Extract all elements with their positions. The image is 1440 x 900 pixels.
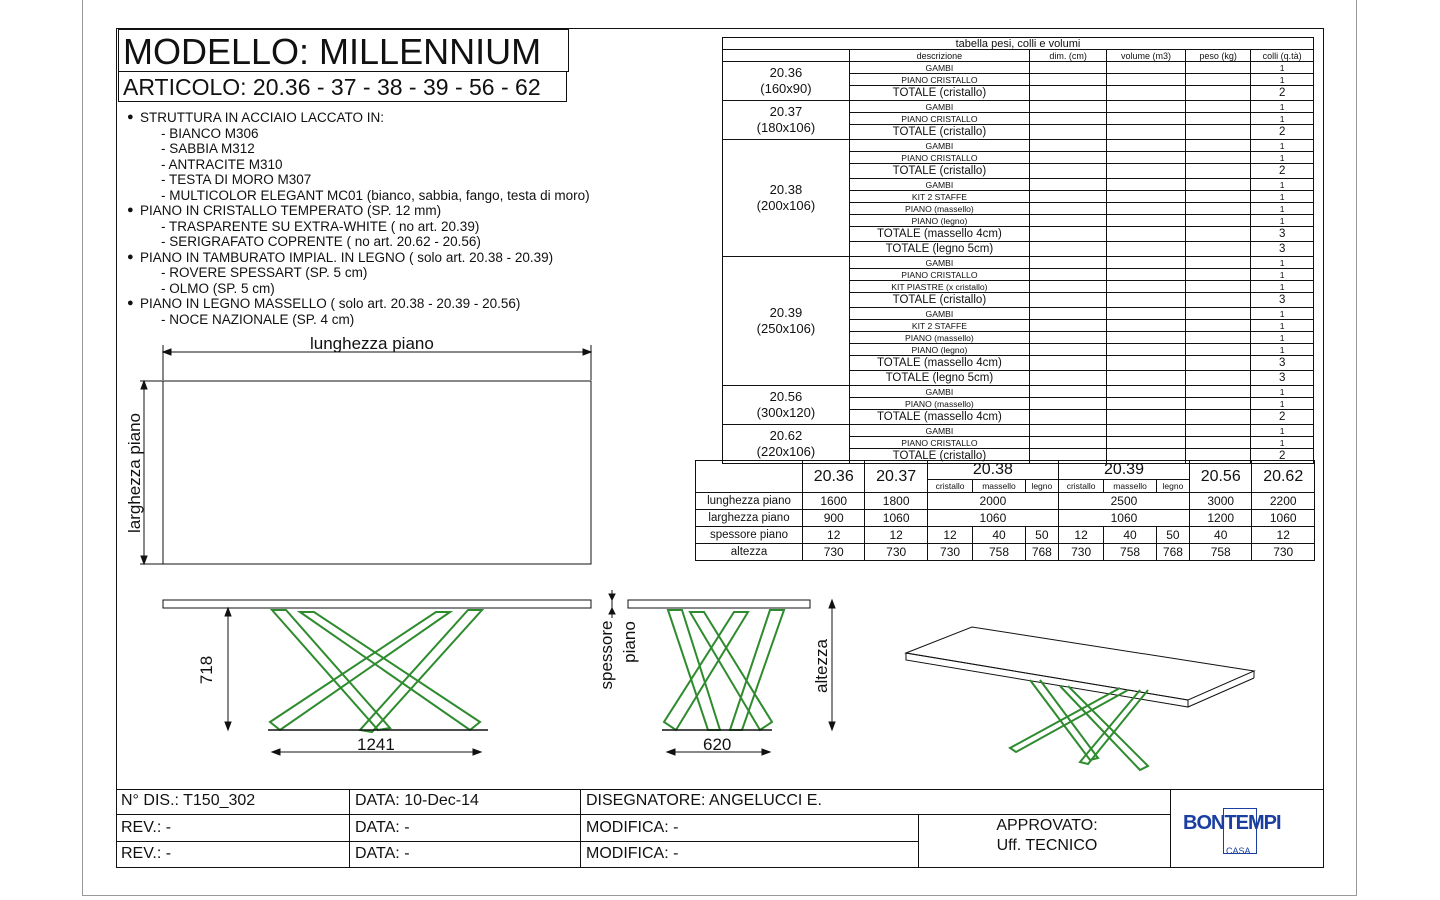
bullet-icon: ●: [127, 250, 134, 263]
description-cell: GAMBI: [849, 179, 1029, 191]
colli-cell: 1: [1251, 425, 1314, 437]
spec-item: - NOCE NAZIONALE (SP. 4 cm): [161, 311, 355, 327]
dims-row: [696, 544, 1315, 561]
code-header: 20.62: [1252, 461, 1315, 493]
weights-row: [723, 62, 1314, 74]
width-label: larghezza piano: [125, 412, 144, 534]
colli-cell: 3: [1251, 356, 1314, 371]
weights-header: colli (q.tà): [1251, 50, 1314, 62]
modification-2: MODIFICA: -: [586, 845, 679, 862]
dims-cell: 12: [803, 527, 865, 544]
drawing-number: N° DIS.: T150_302: [121, 792, 256, 809]
description-cell: PIANO (massello): [849, 203, 1029, 215]
dims-cell: 1600: [803, 493, 865, 510]
spec-item: - TESTA DI MORO M307: [161, 172, 312, 187]
dims-cell: 1060: [927, 510, 1058, 527]
material-subheader: legno: [1025, 480, 1058, 493]
spec-item: - SERIGRAFATO COPRENTE ( no art. 20.62 - 20.56): [161, 234, 481, 249]
dims-cell: 3000: [1190, 493, 1252, 510]
dims-cell: 2500: [1058, 493, 1189, 510]
description-cell: GAMBI: [849, 425, 1029, 437]
bullet-icon: ●: [127, 297, 134, 309]
colli-cell: 1: [1251, 152, 1314, 164]
height-label: altezza: [812, 639, 831, 693]
colli-cell: 1: [1251, 113, 1314, 125]
description-cell: PIANO (massello): [849, 332, 1029, 344]
dims-row: [696, 527, 1315, 544]
dims-cell: 1060: [1058, 510, 1189, 527]
dims-row: [696, 510, 1315, 527]
weights-header: volume (m3): [1107, 50, 1186, 62]
code-header: 20.37: [865, 461, 927, 493]
colli-cell: 1: [1251, 74, 1314, 86]
weights-row: [723, 425, 1314, 437]
material-subheader: cristallo: [1058, 480, 1103, 493]
description-cell: TOTALE (cristallo): [849, 293, 1029, 308]
revision-1: REV.: -: [121, 819, 172, 836]
colli-cell: 1: [1251, 320, 1314, 332]
description-cell: KIT 2 STAFFE: [849, 320, 1029, 332]
drawing-date: DATA: 10-Dec-14: [355, 792, 479, 809]
description-cell: GAMBI: [849, 257, 1029, 269]
material-subheader: massello: [973, 480, 1026, 493]
colli-cell: 1: [1251, 101, 1314, 113]
colli-cell: 2: [1251, 410, 1314, 425]
spec-item: - ROVERE SPESSART (SP. 5 cm): [161, 265, 368, 280]
front-view: [163, 600, 591, 755]
description-cell: TOTALE (cristallo): [849, 164, 1029, 179]
description-cell: GAMBI: [849, 308, 1029, 320]
dims-cell: 730: [1252, 544, 1315, 561]
weights-header: peso (kg): [1185, 50, 1251, 62]
thickness-label-2: piano: [620, 621, 639, 663]
spec-heading-text: PIANO IN CRISTALLO TEMPERATO (SP. 12 mm): [140, 203, 442, 218]
description-cell: TOTALE (cristallo): [849, 125, 1029, 140]
description-cell: PIANO (massello): [849, 398, 1029, 410]
description-cell: PIANO (legno): [849, 215, 1029, 227]
description-cell: PIANO CRISTALLO: [849, 113, 1029, 125]
designer: DISEGNATORE: ANGELUCCI E.: [586, 792, 822, 809]
logo-subtext: CASA: [1226, 846, 1251, 856]
colli-cell: 1: [1251, 257, 1314, 269]
row-label: spessore piano: [696, 527, 803, 544]
dims-cell: 758: [973, 544, 1026, 561]
dims-cell: 40: [1190, 527, 1252, 544]
dims-cell: 730: [1058, 544, 1103, 561]
article-cell: 20.37 (180x106): [723, 101, 850, 140]
weights-row: [723, 140, 1314, 152]
row-label: larghezza piano: [696, 510, 803, 527]
weights-row: [723, 386, 1314, 398]
dims-cell: 1060: [865, 510, 927, 527]
weights-header: dim. (cm): [1029, 50, 1106, 62]
description-cell: KIT PIASTRE (x cristallo): [849, 281, 1029, 293]
spec-heading-text: PIANO IN LEGNO MASSELLO ( solo art. 20.38 - 20.39 - 20.56): [140, 296, 521, 311]
colli-cell: 1: [1251, 269, 1314, 281]
dims-cell: 40: [1104, 527, 1157, 544]
dims-cell: 50: [1025, 527, 1058, 544]
description-cell: PIANO CRISTALLO: [849, 269, 1029, 281]
dims-row: [696, 493, 1315, 510]
approved-office: Uff. TECNICO: [996, 837, 1098, 854]
dims-cell: 40: [973, 527, 1026, 544]
description-cell: TOTALE (massello 4cm): [849, 410, 1029, 425]
height-718-label: 718: [197, 655, 217, 685]
dims-cell: 1060: [1252, 510, 1315, 527]
dims-cell: 730: [927, 544, 972, 561]
material-subheader: legno: [1156, 480, 1189, 493]
dims-cell: 50: [1156, 527, 1189, 544]
spec-item: - ANTRACITE M310: [161, 156, 283, 172]
width-620-label: 620: [703, 735, 732, 754]
dims-cell: 730: [865, 544, 927, 561]
description-cell: KIT 2 STAFFE: [849, 191, 1029, 203]
dims-cell: 730: [803, 544, 865, 561]
code-header: 20.38: [927, 461, 1058, 480]
bontempi-logo: [1183, 812, 1281, 856]
row-label: lunghezza piano: [696, 493, 803, 510]
dims-cell: 12: [1058, 527, 1103, 544]
spec-heading-text: STRUTTURA IN ACCIAIO LACCATO IN:: [140, 110, 385, 125]
dims-cell: 2200: [1252, 493, 1315, 510]
title-block: [116, 789, 1324, 868]
dims-cell: 1800: [865, 493, 927, 510]
perspective-view: [906, 627, 1254, 770]
colli-cell: 2: [1251, 86, 1314, 101]
colli-cell: 2: [1251, 449, 1314, 464]
colli-cell: 1: [1251, 203, 1314, 215]
colli-cell: 2: [1251, 164, 1314, 179]
revision-date-2: DATA: -: [355, 845, 410, 862]
row-label: altezza: [696, 544, 803, 561]
description-cell: PIANO CRISTALLO: [849, 437, 1029, 449]
spec-item: - MULTICOLOR ELEGANT MC01 (bianco, sabbia, fango, testa di moro): [161, 187, 590, 203]
colli-cell: 1: [1251, 215, 1314, 227]
article-cell: 20.39 (250x106): [723, 257, 850, 386]
weights-title: tabella pesi, colli e volumi: [723, 38, 1314, 50]
article-cell: 20.36 (160x90): [723, 62, 850, 101]
material-subheader: cristallo: [927, 480, 972, 493]
dims-cell: 2000: [927, 493, 1058, 510]
top-view: [140, 345, 591, 564]
revision-date-1: DATA: -: [355, 819, 410, 836]
bullet-icon: ●: [127, 204, 134, 216]
article-cell: 20.38 (200x106): [723, 140, 850, 257]
description-cell: PIANO CRISTALLO: [849, 152, 1029, 164]
dims-cell: 12: [927, 527, 972, 544]
spec-item: - BIANCO M306: [161, 125, 259, 141]
colli-cell: 3: [1251, 227, 1314, 242]
article-cell: 20.56 (300x120): [723, 386, 850, 425]
weights-row: [723, 101, 1314, 113]
colli-cell: 1: [1251, 140, 1314, 152]
description-cell: TOTALE (legno 5cm): [849, 371, 1029, 386]
dims-cell: 758: [1190, 544, 1252, 561]
spec-item: - SABBIA M312: [161, 141, 255, 156]
article-cell: 20.62 (220x106): [723, 425, 850, 464]
colli-cell: 1: [1251, 191, 1314, 203]
colli-cell: 1: [1251, 386, 1314, 398]
dims-cell: 900: [803, 510, 865, 527]
modification-1: MODIFICA: -: [586, 819, 679, 836]
colli-cell: 1: [1251, 332, 1314, 344]
code-header: 20.56: [1190, 461, 1252, 493]
description-cell: TOTALE (massello 4cm): [849, 227, 1029, 242]
dims-cell: 12: [1252, 527, 1315, 544]
thickness-label-1: spessore: [597, 620, 616, 690]
weights-header: descrizione: [849, 50, 1029, 62]
colli-cell: 1: [1251, 179, 1314, 191]
dims-cell: 768: [1025, 544, 1058, 561]
dims-cell: 12: [865, 527, 927, 544]
colli-cell: 3: [1251, 371, 1314, 386]
width-1241-label: 1241: [357, 735, 395, 754]
colli-cell: 1: [1251, 308, 1314, 320]
dims-cell: 768: [1156, 544, 1189, 561]
description-cell: PIANO (legno): [849, 344, 1029, 356]
bullet-icon: ●: [127, 111, 134, 123]
colli-cell: 1: [1251, 281, 1314, 293]
description-cell: GAMBI: [849, 140, 1029, 152]
colli-cell: 2: [1251, 125, 1314, 140]
colli-cell: 1: [1251, 62, 1314, 74]
description-cell: TOTALE (massello 4cm): [849, 356, 1029, 371]
colli-cell: 3: [1251, 242, 1314, 257]
spec-heading-text: PIANO IN TAMBURATO IMPIAL. IN LEGNO ( solo art. 20.38 - 20.39): [140, 249, 554, 265]
spec-item: - TRASPARENTE SU EXTRA-WHITE ( no art. 20.39): [161, 218, 480, 234]
dims-cell: 1200: [1190, 510, 1252, 527]
article-title: ARTICOLO: 20.36 - 37 - 38 - 39 - 56 - 62: [118, 71, 567, 102]
description-cell: TOTALE (cristallo): [849, 449, 1029, 464]
colli-cell: 3: [1251, 293, 1314, 308]
description-cell: PIANO CRISTALLO: [849, 74, 1029, 86]
weights-row: [723, 257, 1314, 269]
code-header: 20.36: [803, 461, 865, 493]
description-cell: GAMBI: [849, 386, 1029, 398]
description-cell: GAMBI: [849, 101, 1029, 113]
revision-2: REV.: -: [121, 845, 172, 862]
approved-label: APPROVATO:: [996, 817, 1098, 834]
material-subheader: massello: [1104, 480, 1157, 493]
colli-cell: 1: [1251, 344, 1314, 356]
dimensions-table: [695, 460, 1315, 561]
side-view: [609, 590, 835, 755]
code-header: 20.39: [1058, 461, 1189, 480]
spec-item: - OLMO (SP. 5 cm): [161, 280, 275, 296]
colli-cell: 1: [1251, 398, 1314, 410]
model-title: MODELLO: MILLENNIUM: [118, 29, 569, 72]
logo-text: BONTEMPI: [1183, 812, 1281, 834]
description-cell: TOTALE (cristallo): [849, 86, 1029, 101]
colli-cell: 1: [1251, 437, 1314, 449]
description-cell: GAMBI: [849, 62, 1029, 74]
description-cell: TOTALE (legno 5cm): [849, 242, 1029, 257]
length-label: lunghezza piano: [310, 334, 434, 353]
weights-table: [722, 37, 1314, 464]
dims-cell: 758: [1104, 544, 1157, 561]
